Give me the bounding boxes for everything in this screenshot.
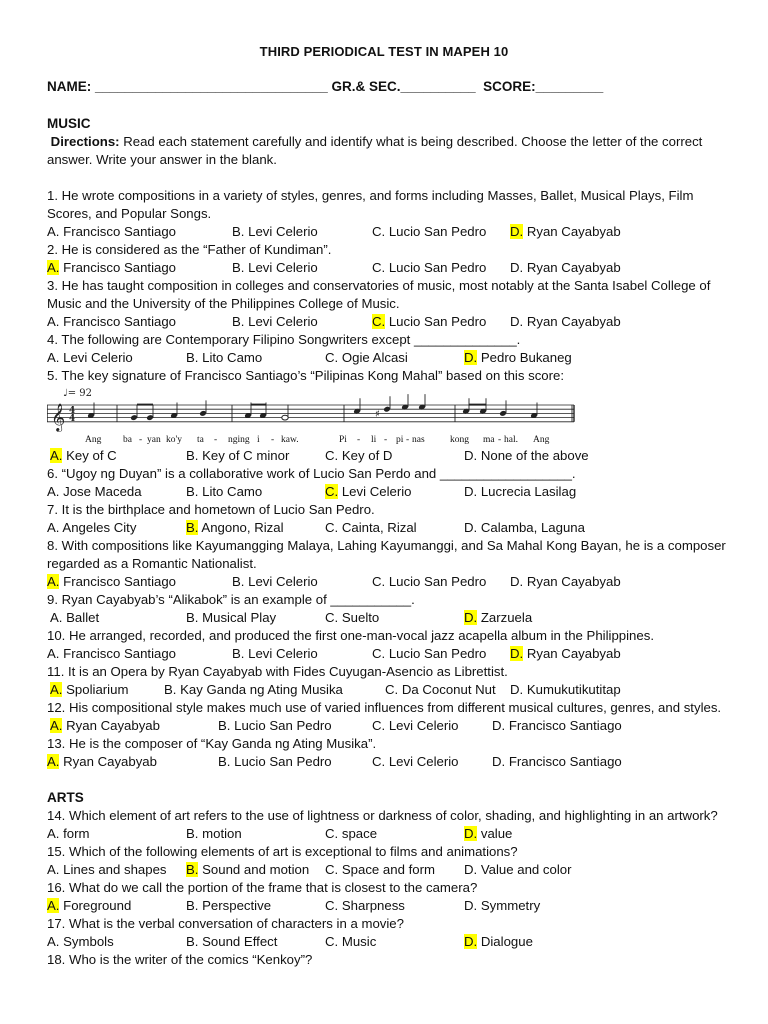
option-c[interactable] bbox=[372, 223, 486, 241]
option-a[interactable] bbox=[47, 223, 176, 241]
option-letter: A. bbox=[47, 350, 60, 365]
option-letter: D. bbox=[464, 934, 478, 949]
question-text: 17. What is the verbal conversation of characters in a movie? bbox=[47, 916, 404, 931]
option-b[interactable] bbox=[232, 223, 318, 241]
option-a[interactable] bbox=[47, 753, 157, 771]
option-letter: D. bbox=[492, 718, 506, 733]
option-text: Ryan Cayabyab bbox=[523, 574, 621, 589]
option-text: Levi Celerio bbox=[244, 260, 318, 275]
option-c[interactable] bbox=[325, 933, 376, 951]
option-letter: B. bbox=[186, 862, 199, 877]
option-letter: D. bbox=[464, 610, 478, 625]
option-text: Key of C bbox=[62, 448, 117, 463]
option-b[interactable] bbox=[186, 447, 289, 465]
option-letter: D. bbox=[510, 574, 524, 589]
question-text: 10. He arranged, recorded, and produced the first one-man-vocal jazz acapella album in the Philippines. bbox=[47, 628, 654, 643]
option-letter: C. bbox=[385, 682, 399, 697]
question-text: 8. With compositions like Kayumangging Malaya, Lahing Kayumanggi, and Sa Mahal Kong Bayan, he is a composer regarded as a Romantic Nationalist. bbox=[47, 538, 726, 571]
option-letter: D. bbox=[464, 484, 478, 499]
score-lyric: - bbox=[271, 435, 275, 445]
answer-options bbox=[47, 825, 727, 843]
option-a[interactable] bbox=[47, 933, 114, 951]
option-b[interactable] bbox=[186, 483, 262, 501]
option-d[interactable] bbox=[464, 861, 572, 879]
option-letter: B. bbox=[186, 610, 199, 625]
option-letter: C. bbox=[325, 826, 339, 841]
option-letter: B. bbox=[218, 718, 231, 733]
option-text: Francisco Santiago bbox=[59, 224, 177, 239]
question-text: 3. He has taught composition in colleges and conservatories of music, most notably at the Santa Isabel College of Music and the University of the Philippines College of Music. bbox=[47, 278, 711, 311]
option-b[interactable] bbox=[232, 645, 318, 663]
answer-options bbox=[47, 645, 727, 663]
question-text: 15. Which of the following elements of art is exceptional to films and animations? bbox=[47, 844, 518, 859]
option-letter: B. bbox=[232, 574, 245, 589]
option-text: Ballet bbox=[62, 610, 100, 625]
option-letter: B. bbox=[186, 520, 199, 535]
option-a[interactable] bbox=[47, 313, 176, 331]
option-letter: C. bbox=[372, 260, 386, 275]
option-letter: C. bbox=[372, 574, 386, 589]
option-b[interactable] bbox=[232, 573, 318, 591]
option-d[interactable] bbox=[510, 223, 621, 241]
answer-options bbox=[47, 313, 727, 331]
option-d[interactable] bbox=[464, 825, 512, 843]
score-lyric: ta bbox=[197, 435, 204, 445]
option-text: Levi Celerio bbox=[244, 224, 318, 239]
score-lyric: - bbox=[139, 435, 143, 445]
option-text: Space and form bbox=[338, 862, 435, 877]
score-lyric: li bbox=[371, 435, 377, 445]
score-label: SCORE: bbox=[483, 79, 536, 94]
option-d[interactable] bbox=[464, 897, 540, 915]
answer-options bbox=[47, 753, 727, 771]
option-letter: A. bbox=[47, 898, 60, 913]
option-c[interactable] bbox=[372, 259, 486, 277]
score-lyric: nas bbox=[412, 435, 425, 445]
option-text: Symbols bbox=[59, 934, 114, 949]
score-lyric: hal. bbox=[504, 435, 518, 445]
question-text: 4. The following are Contemporary Filipino Songwriters except ______________. bbox=[47, 332, 521, 347]
option-d[interactable] bbox=[464, 609, 532, 627]
svg-text:𝄞: 𝄞 bbox=[51, 402, 66, 431]
option-a[interactable] bbox=[47, 483, 142, 501]
directions-text: Read each statement carefully and identify what is being described. Choose the letter of the correct answer. Write your answer in the blank. bbox=[47, 134, 703, 167]
option-letter: A. bbox=[47, 484, 60, 499]
option-d[interactable] bbox=[464, 933, 533, 951]
option-text: Ryan Cayabyab bbox=[523, 224, 621, 239]
option-text: Dialogue bbox=[477, 934, 533, 949]
score-field[interactable]: _________ bbox=[535, 79, 604, 94]
arts-heading: ARTS bbox=[47, 790, 84, 805]
answer-options bbox=[47, 483, 727, 501]
student-info-line bbox=[47, 79, 603, 94]
option-text: Music bbox=[338, 934, 377, 949]
option-letter: D. bbox=[492, 754, 506, 769]
option-letter: B. bbox=[232, 260, 245, 275]
option-letter: C. bbox=[325, 484, 339, 499]
option-letter: A. bbox=[47, 574, 60, 589]
score-lyric: nging bbox=[228, 435, 250, 445]
option-text: Sound Effect bbox=[198, 934, 278, 949]
answer-options bbox=[47, 259, 727, 277]
option-text: Kay Ganda ng Ating Musika bbox=[176, 682, 343, 697]
option-letter: C. bbox=[372, 646, 386, 661]
option-b[interactable] bbox=[232, 259, 318, 277]
option-text: Symmetry bbox=[477, 898, 541, 913]
option-d[interactable] bbox=[510, 313, 621, 331]
question-text: 11. It is an Opera by Ryan Cayabyab with Fides Cuyugan-Asencio as Librettist. bbox=[47, 664, 508, 679]
option-text: Spoliarium bbox=[62, 682, 129, 697]
option-letter: A. bbox=[47, 754, 60, 769]
option-letter: D. bbox=[510, 646, 524, 661]
option-letter: B. bbox=[232, 646, 245, 661]
option-a[interactable] bbox=[50, 609, 99, 627]
option-text: Angono, Rizal bbox=[198, 520, 284, 535]
option-letter: A. bbox=[47, 520, 60, 535]
option-b[interactable] bbox=[218, 753, 332, 771]
score-lyric: Ang bbox=[85, 435, 102, 445]
option-text: value bbox=[477, 826, 513, 841]
option-letter: C. bbox=[372, 754, 386, 769]
option-letter: D. bbox=[510, 224, 524, 239]
option-text: Lucio San Pedro bbox=[230, 754, 332, 769]
svg-text:♯: ♯ bbox=[375, 409, 380, 420]
option-letter: A. bbox=[47, 314, 60, 329]
option-a[interactable] bbox=[47, 349, 133, 367]
option-b[interactable] bbox=[186, 933, 277, 951]
option-text: form bbox=[59, 826, 90, 841]
option-text: Key of D bbox=[338, 448, 393, 463]
option-letter: A. bbox=[50, 610, 63, 625]
grade-section-field[interactable]: __________ bbox=[400, 79, 476, 94]
page-title: THIRD PERIODICAL TEST IN MAPEH 10 bbox=[259, 44, 509, 59]
answer-options bbox=[47, 609, 727, 627]
score-lyric: kaw. bbox=[281, 435, 299, 445]
option-letter: D. bbox=[464, 448, 478, 463]
directions-label: Directions: bbox=[50, 134, 120, 149]
question-text: 14. Which element of art refers to the use of lightness or darkness of color, shading, and highlighting in an artwork? bbox=[47, 808, 718, 823]
option-letter: A. bbox=[47, 646, 60, 661]
question-text: 2. He is considered as the “Father of Kundiman”. bbox=[47, 242, 332, 257]
option-b[interactable] bbox=[186, 609, 276, 627]
option-letter: B. bbox=[186, 898, 199, 913]
option-text: motion bbox=[198, 826, 242, 841]
option-text: Lucio San Pedro bbox=[385, 574, 487, 589]
option-letter: D. bbox=[510, 314, 524, 329]
score-lyric: kong bbox=[450, 435, 469, 445]
option-text: Francisco Santiago bbox=[59, 646, 177, 661]
score-lyric: - bbox=[214, 435, 218, 445]
option-letter: D. bbox=[464, 862, 478, 877]
option-d[interactable] bbox=[510, 573, 621, 591]
option-text: Zarzuela bbox=[477, 610, 533, 625]
option-b[interactable] bbox=[186, 349, 262, 367]
score-lyric: Ang bbox=[533, 435, 550, 445]
option-letter: B. bbox=[186, 484, 199, 499]
option-b[interactable] bbox=[218, 717, 332, 735]
option-c[interactable] bbox=[372, 753, 459, 771]
option-letter: B. bbox=[186, 934, 199, 949]
option-text: None of the above bbox=[477, 448, 589, 463]
question-text: 5. The key signature of Francisco Santiago’s “Pilipinas Kong Mahal” based on this score: bbox=[47, 368, 565, 383]
option-text: Levi Celerio bbox=[244, 646, 318, 661]
test-content bbox=[47, 115, 727, 969]
option-letter: A. bbox=[50, 448, 63, 463]
option-d[interactable] bbox=[464, 519, 585, 537]
option-letter: D. bbox=[464, 350, 478, 365]
option-c[interactable] bbox=[372, 573, 486, 591]
option-b[interactable] bbox=[232, 313, 318, 331]
score-lyric: ba bbox=[123, 435, 132, 445]
music-heading: MUSIC bbox=[47, 116, 91, 131]
option-c[interactable] bbox=[325, 861, 435, 879]
option-text: Value and color bbox=[477, 862, 572, 877]
option-a[interactable] bbox=[47, 259, 176, 277]
name-label: NAME: bbox=[47, 79, 92, 94]
music-questions bbox=[47, 187, 727, 771]
option-letter: B. bbox=[232, 224, 245, 239]
option-b[interactable] bbox=[186, 897, 271, 915]
option-letter: C. bbox=[372, 224, 386, 239]
option-a[interactable] bbox=[50, 681, 128, 699]
option-text: Levi Celerio bbox=[244, 314, 318, 329]
option-text: Francisco Santiago bbox=[59, 574, 177, 589]
option-text: Sharpness bbox=[338, 898, 405, 913]
option-letter: C. bbox=[325, 520, 339, 535]
option-letter: C. bbox=[372, 718, 386, 733]
option-letter: A. bbox=[50, 682, 63, 697]
option-c[interactable] bbox=[325, 349, 408, 367]
option-letter: C. bbox=[325, 934, 339, 949]
option-text: Lito Camo bbox=[198, 484, 263, 499]
option-text: Pedro Bukaneg bbox=[477, 350, 572, 365]
grade-section-label: GR.& SEC. bbox=[331, 79, 401, 94]
score-lyric: ma bbox=[483, 435, 495, 445]
score-lyric: yan bbox=[147, 435, 161, 445]
option-text: Perspective bbox=[198, 898, 272, 913]
option-text: Lito Camo bbox=[198, 350, 263, 365]
name-field[interactable]: _______________________________ bbox=[95, 79, 328, 94]
option-a[interactable] bbox=[47, 573, 176, 591]
option-a[interactable] bbox=[47, 825, 90, 843]
option-a[interactable] bbox=[50, 447, 117, 465]
option-letter: D. bbox=[464, 826, 478, 841]
option-letter: B. bbox=[164, 682, 177, 697]
option-d[interactable] bbox=[464, 349, 572, 367]
score-lyric: - bbox=[498, 435, 502, 445]
option-text: Key of C minor bbox=[198, 448, 290, 463]
option-c[interactable] bbox=[325, 609, 379, 627]
option-c[interactable] bbox=[325, 519, 417, 537]
spacer bbox=[47, 771, 727, 789]
option-letter: B. bbox=[186, 826, 199, 841]
option-d[interactable] bbox=[464, 483, 576, 501]
option-text: Ryan Cayabyab bbox=[62, 718, 160, 733]
option-a[interactable] bbox=[47, 519, 136, 537]
option-d[interactable] bbox=[492, 717, 622, 735]
score-lyric: ko'y bbox=[166, 435, 182, 445]
option-letter: C. bbox=[325, 862, 339, 877]
option-b[interactable] bbox=[186, 861, 309, 879]
option-letter: A. bbox=[47, 224, 60, 239]
option-letter: D. bbox=[464, 520, 478, 535]
question-text: 18. Who is the writer of the comics “Kenkoy”? bbox=[47, 952, 313, 967]
score-lyric: - bbox=[384, 435, 388, 445]
option-c[interactable] bbox=[372, 717, 459, 735]
option-text: Musical Play bbox=[198, 610, 277, 625]
option-c[interactable] bbox=[372, 313, 486, 331]
option-letter: C. bbox=[325, 350, 339, 365]
score-lyric: Pi bbox=[339, 435, 347, 445]
option-letter: A. bbox=[47, 826, 60, 841]
option-d[interactable] bbox=[510, 681, 621, 699]
option-text: Cainta, Rizal bbox=[338, 520, 417, 535]
option-b[interactable] bbox=[164, 681, 343, 699]
option-text: Foreground bbox=[59, 898, 132, 913]
option-text: Lucio San Pedro bbox=[385, 314, 487, 329]
score-lyric: i bbox=[257, 435, 260, 445]
option-text: Ryan Cayabyab bbox=[59, 754, 157, 769]
option-text: Ryan Cayabyab bbox=[523, 260, 621, 275]
option-letter: D. bbox=[464, 898, 478, 913]
answer-options bbox=[47, 349, 727, 367]
option-a[interactable] bbox=[47, 645, 176, 663]
option-letter: C. bbox=[325, 898, 339, 913]
score-lyric: pi bbox=[396, 435, 404, 445]
option-a[interactable] bbox=[50, 717, 160, 735]
option-text: Francisco Santiago bbox=[59, 314, 177, 329]
option-d[interactable] bbox=[510, 259, 621, 277]
option-c[interactable] bbox=[325, 483, 412, 501]
option-text: Angeles City bbox=[59, 520, 137, 535]
answer-options bbox=[47, 861, 727, 879]
question-text: 7. It is the birthplace and hometown of Lucio San Pedro. bbox=[47, 502, 375, 517]
option-text: Levi Celerio bbox=[338, 484, 412, 499]
question-text: 13. He is the composer of “Kay Ganda ng Ating Musika”. bbox=[47, 736, 377, 751]
option-d[interactable] bbox=[510, 645, 621, 663]
option-letter: A. bbox=[47, 862, 60, 877]
option-c[interactable] bbox=[325, 447, 392, 465]
option-text: Lucio San Pedro bbox=[385, 646, 487, 661]
svg-text:4: 4 bbox=[69, 406, 76, 416]
option-letter: D. bbox=[510, 260, 524, 275]
option-a[interactable] bbox=[47, 861, 167, 879]
option-text: Suelto bbox=[338, 610, 380, 625]
option-text: Calamba, Laguna bbox=[477, 520, 585, 535]
score-lyric: - bbox=[406, 435, 410, 445]
answer-options bbox=[47, 573, 727, 591]
option-text: Lines and shapes bbox=[59, 862, 167, 877]
arts-questions bbox=[47, 807, 727, 969]
option-letter: D. bbox=[510, 682, 524, 697]
answer-options bbox=[47, 897, 727, 915]
question-text: 12. His compositional style makes much use of varied influences from different musical cultures, genres, and styles. bbox=[47, 700, 722, 715]
option-text: Ryan Cayabyab bbox=[523, 314, 621, 329]
option-b[interactable] bbox=[186, 825, 242, 843]
question-text: 9. Ryan Cayabyab’s “Alikabok” is an example of ___________. bbox=[47, 592, 415, 607]
answer-options bbox=[47, 681, 727, 699]
music-score-image bbox=[47, 387, 727, 445]
option-text: Lucio San Pedro bbox=[385, 260, 487, 275]
answer-options bbox=[47, 223, 727, 241]
score-lyric: - bbox=[357, 435, 361, 445]
answer-options bbox=[47, 519, 727, 537]
option-text: Ogie Alcasi bbox=[338, 350, 408, 365]
option-c[interactable] bbox=[385, 681, 496, 699]
option-letter: B. bbox=[232, 314, 245, 329]
option-text: Kumukutikutitap bbox=[523, 682, 621, 697]
question-text: 1. He wrote compositions in a variety of styles, genres, and forms including Masses, Ballet, Musical Plays, Film Scores, and Popular Songs. bbox=[47, 188, 694, 221]
option-letter: C. bbox=[372, 314, 386, 329]
answer-options bbox=[47, 717, 727, 735]
option-text: Da Coconut Nut bbox=[398, 682, 496, 697]
spacer bbox=[47, 169, 727, 187]
option-letter: B. bbox=[218, 754, 231, 769]
option-text: Levi Celerio bbox=[244, 574, 318, 589]
option-text: Levi Celerio bbox=[385, 718, 459, 733]
option-letter: A. bbox=[47, 934, 60, 949]
option-letter: A. bbox=[50, 718, 63, 733]
option-text: Ryan Cayabyab bbox=[523, 646, 621, 661]
svg-text:♩= 92: ♩= 92 bbox=[63, 388, 92, 399]
option-c[interactable] bbox=[325, 825, 377, 843]
question-text: 6. “Ugoy ng Duyan” is a collaborative work of Lucio San Perdo and __________________. bbox=[47, 466, 576, 481]
option-text: Francisco Santiago bbox=[505, 754, 622, 769]
option-text: Lucio San Pedro bbox=[230, 718, 332, 733]
option-letter: B. bbox=[186, 350, 199, 365]
option-letter: A. bbox=[47, 260, 60, 275]
answer-options bbox=[47, 933, 727, 951]
option-b[interactable] bbox=[186, 519, 284, 537]
option-text: space bbox=[338, 826, 378, 841]
option-letter: C. bbox=[325, 448, 339, 463]
option-d[interactable] bbox=[464, 447, 589, 465]
option-text: Jose Maceda bbox=[59, 484, 142, 499]
svg-text:4: 4 bbox=[69, 414, 76, 424]
option-text: Levi Celerio bbox=[385, 754, 459, 769]
option-letter: C. bbox=[325, 610, 339, 625]
option-a[interactable] bbox=[47, 897, 131, 915]
option-text: Sound and motion bbox=[198, 862, 310, 877]
option-text: Levi Celerio bbox=[59, 350, 133, 365]
question-text: 16. What do we call the portion of the frame that is closest to the camera? bbox=[47, 880, 478, 895]
option-text: Francisco Santiago bbox=[505, 718, 622, 733]
directions bbox=[47, 133, 727, 169]
option-letter: B. bbox=[186, 448, 199, 463]
option-text: Francisco Santiago bbox=[59, 260, 177, 275]
answer-options bbox=[47, 447, 727, 465]
option-c[interactable] bbox=[325, 897, 405, 915]
option-d[interactable] bbox=[492, 753, 622, 771]
option-text: Lucrecia Lasilag bbox=[477, 484, 577, 499]
option-c[interactable] bbox=[372, 645, 486, 663]
option-text: Lucio San Pedro bbox=[385, 224, 487, 239]
